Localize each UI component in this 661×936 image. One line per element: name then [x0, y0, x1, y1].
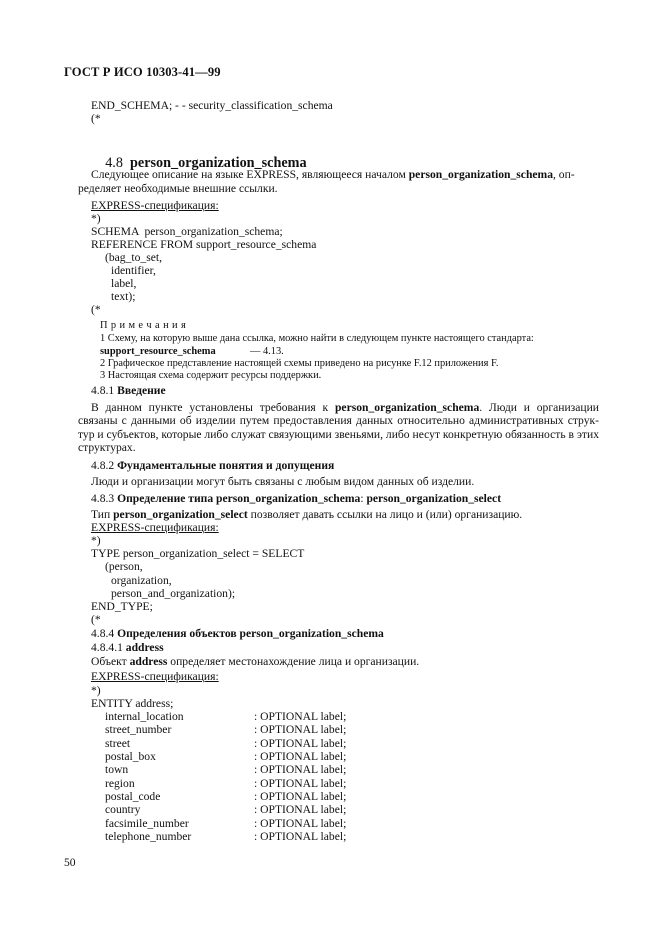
note-line: 2 Графическое представление настоящей схемы приведено на рисунке F.12 приложения F.: [100, 358, 499, 369]
text-run-bold: address: [129, 655, 168, 668]
attribute-type: : OPTIONAL label;: [254, 790, 347, 803]
attribute-name: postal_box: [105, 750, 156, 763]
code-line: *): [91, 684, 101, 697]
code-line: (*: [91, 112, 101, 125]
paragraph-line: [91, 508, 522, 521]
code-line: ENTITY address;: [91, 697, 174, 710]
subsection-title: person_organization_select: [366, 492, 502, 505]
code-line: (bag_to_set,: [105, 251, 162, 264]
code-line: (*: [91, 303, 101, 316]
subsection-number: 4.8.4: [91, 627, 115, 640]
subsection-number: 4.8.1: [91, 384, 115, 397]
text-run: позволяет давать ссылки на лицо и (или) организацию.: [247, 508, 523, 521]
page-header-title: ГОСТ Р ИСО 10303-41—99: [64, 65, 221, 79]
code-line: label,: [111, 277, 137, 290]
note-line: 3 Настоящая схема содержит ресурсы поддержки.: [100, 370, 322, 381]
attribute-type: : OPTIONAL label;: [254, 830, 347, 843]
attribute-name: telephone_number: [105, 830, 192, 843]
section-number: 4.8: [105, 155, 123, 171]
text-run: Следующее описание на языке EXPRESS, являющееся началом: [91, 168, 409, 181]
code-line: *): [91, 212, 101, 225]
subsection-heading: [91, 459, 334, 472]
subsection-title: Определение типа person_organization_schema: [117, 492, 361, 505]
attribute-name: country: [105, 803, 141, 816]
subsection-title: address: [125, 641, 164, 654]
code-line: text);: [111, 290, 136, 303]
attribute-type: : OPTIONAL label;: [254, 803, 347, 816]
text-run: В данном пункте установлены требования к: [91, 401, 335, 414]
paragraph-line: Люди и организации могут быть связаны с любым видом данных об изделии.: [91, 475, 475, 488]
text-run-bold: person_organization_schema: [408, 168, 553, 181]
subsection-number: 4.8.3: [91, 492, 115, 505]
code-line: END_SCHEMA; - - security_classification_schema: [91, 99, 333, 112]
subsection-number: 4.8.2: [91, 459, 115, 472]
attribute-type: : OPTIONAL label;: [254, 737, 347, 750]
text-run: :: [360, 492, 367, 505]
code-line: REFERENCE FROM support_resource_schema: [91, 238, 317, 251]
subsection-title: Определения объектов person_organization_schema: [117, 627, 384, 640]
text-run-bold: person_organization_schema: [334, 401, 480, 414]
subsection-number: 4.8.4.1: [91, 641, 123, 654]
text-run-bold: person_organization_select: [113, 508, 248, 521]
attribute-name: region: [105, 777, 135, 790]
text-run: определяет местонахождение лица и организации.: [167, 655, 420, 668]
attribute-name: street: [105, 737, 131, 750]
subsection-heading: [91, 384, 166, 397]
attribute-name: internal_location: [105, 710, 184, 723]
text-run: . Люди и организации связаны с данными об изделии путем предоставления данных относительно административных струк-тур и субъектов, которые либо служат связующими звеньями, либо несут конкретную обязанность в этих структурах.: [78, 401, 599, 455]
section-title: person_organization_schema: [130, 155, 307, 171]
paragraph-line: [91, 655, 419, 668]
attribute-type: : OPTIONAL label;: [254, 777, 347, 790]
spec-label: EXPRESS-спецификация:: [91, 670, 219, 683]
subsection-heading: [91, 627, 384, 640]
attribute-name: town: [105, 763, 129, 776]
notes-heading: П р и м е ч а н и я: [100, 320, 187, 331]
spec-label: EXPRESS-спецификация:: [91, 521, 219, 534]
attribute-type: : OPTIONAL label;: [254, 763, 347, 776]
text-run: Объект: [91, 655, 130, 668]
attribute-name: street_number: [105, 723, 172, 736]
note-ref-section: — 4.13.: [250, 346, 284, 357]
subsection-heading: [91, 492, 501, 505]
spec-label: EXPRESS-спецификация:: [91, 199, 219, 212]
paragraph-line: [91, 168, 575, 181]
code-line: identifier,: [111, 264, 156, 277]
subsection-title: Фундаментальные понятия и допущения: [117, 459, 335, 472]
text-run: Тип: [91, 508, 114, 521]
attribute-type: : OPTIONAL label;: [254, 723, 347, 736]
attribute-type: : OPTIONAL label;: [254, 750, 347, 763]
note-line: [100, 346, 216, 358]
code-line: (person,: [105, 560, 143, 573]
attribute-name: facsimile_number: [105, 817, 189, 830]
note-line: 1 Схему, на которую выше дана ссылка, можно найти в следующем пункте настоящего стандарта:: [100, 333, 534, 344]
subsection-heading: [91, 641, 164, 654]
subsection-title: Введение: [117, 384, 166, 397]
text-run: , оп-: [553, 168, 575, 181]
paragraph-line: ределяет необходимые внешние ссылки.: [78, 182, 278, 195]
paragraph: [78, 401, 599, 455]
attribute-name: postal_code: [105, 790, 161, 803]
code-line: organization,: [111, 574, 172, 587]
code-line: *): [91, 534, 101, 547]
code-line: SCHEMA person_organization_schema;: [91, 225, 283, 238]
attribute-type: : OPTIONAL label;: [254, 817, 347, 830]
code-line: END_TYPE;: [91, 600, 153, 613]
note-ref: support_resource_schema: [100, 346, 216, 357]
page-number: 50: [64, 856, 76, 869]
code-line: (*: [91, 613, 101, 626]
code-line: TYPE person_organization_select = SELECT: [91, 547, 305, 560]
code-line: person_and_organization);: [111, 587, 236, 600]
attribute-type: : OPTIONAL label;: [254, 710, 347, 723]
